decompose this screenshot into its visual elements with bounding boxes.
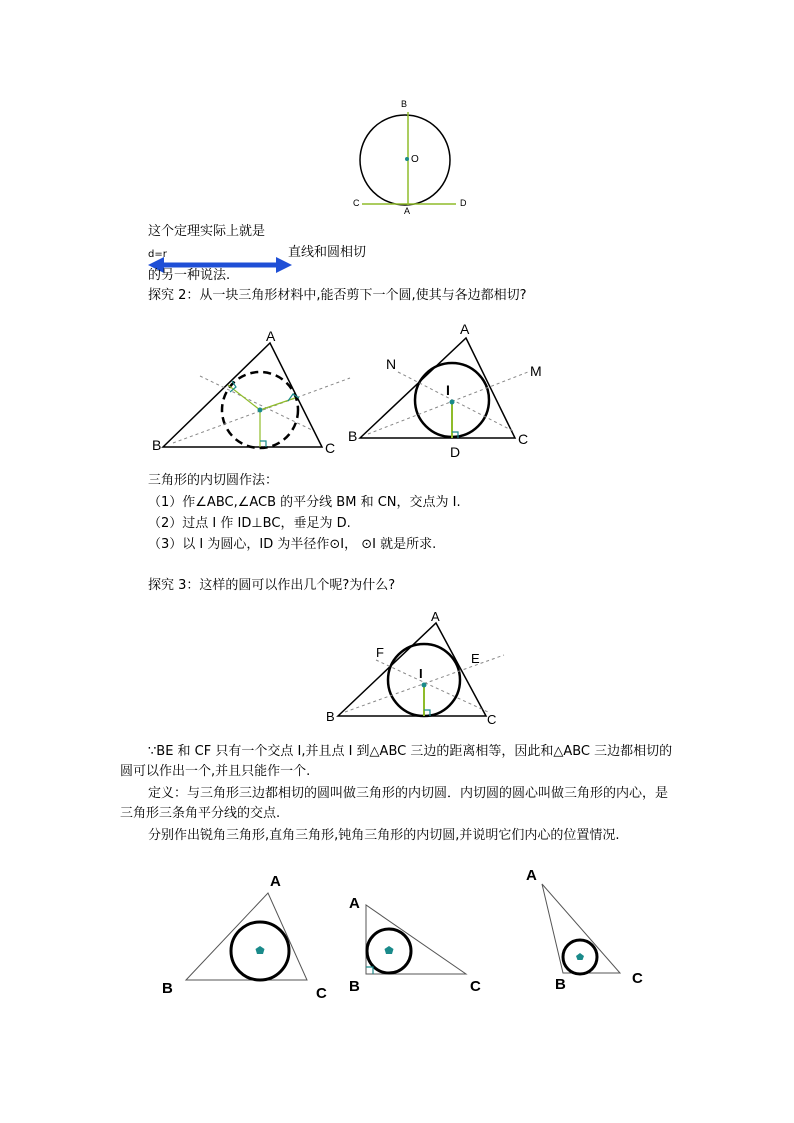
paragraph-proof: ∵BE 和 CF 只有一个交点 I,并且点 I 到△ABC 三边的距离相等，因此和△ABC 三边都相切的圆可以作出一个,并且只能作一个. [120, 744, 673, 779]
construction-step-2: （2）过点 I 作 ID⊥BC，垂足为 D. [148, 516, 351, 531]
right-label-a: A [460, 321, 470, 337]
label-o: O [411, 154, 419, 165]
text-explore-3: 探究 3：这样的圆可以作出几个呢?为什么? [148, 578, 396, 593]
fig3-label-i: I [419, 666, 423, 681]
label-c: C [353, 198, 360, 208]
right-label-n: N [386, 356, 397, 372]
paragraph-task: 分别作出锐角三角形,直角三角形,钝角三角形的内切圆,并说明它们内心的位置情况. [148, 828, 620, 843]
acute-label-b: B [162, 980, 173, 997]
fig3-label-e: E [471, 651, 480, 666]
fig3-label-a: A [431, 609, 440, 624]
obtuse-triangle [542, 884, 620, 974]
acute-label-a: A [270, 873, 281, 890]
obtuse-label-a: A [526, 867, 537, 884]
paragraph-definition: 定义：与三角形三边都相切的圆叫做三角形的内切圆．内切圆的圆心叫做三角形的内心，是三角形三条角平分线的交点. [120, 786, 669, 821]
right-label-a2: A [349, 895, 360, 912]
left-label-a: A [266, 328, 276, 344]
right-label-b: B [348, 428, 358, 444]
acute-triangle [186, 893, 307, 980]
right-label-b2: B [349, 978, 360, 995]
fig3-label-f: F [376, 645, 384, 660]
right-label-i: I [446, 382, 450, 398]
label-b: B [401, 99, 408, 109]
right-label-c: C [518, 431, 529, 447]
right-label-c2: C [470, 978, 481, 995]
text-d-eq-r: d=r [148, 249, 167, 260]
label-a: A [404, 206, 411, 216]
construction-title: 三角形的内切圆作法： [148, 473, 279, 488]
construction-step-1: （1）作∠ABC,∠ACB 的平分线 BM 和 CN，交点为 I. [148, 495, 461, 510]
obtuse-label-b: B [555, 976, 566, 993]
text-line-theorem: 这个定理实际上就是 [148, 224, 266, 239]
text-tangent: 直线和圆相切 [288, 245, 367, 260]
label-d: D [460, 198, 467, 208]
left-label-b: B [152, 437, 162, 453]
text-another-saying: 的另一种说法. [148, 268, 231, 283]
left-label-c: C [325, 440, 336, 456]
right-label-m: M [530, 363, 542, 379]
text-explore-2: 探究 2：从一块三角形材料中,能否剪下一个圆,使其与各边都相切? [148, 288, 527, 303]
fig3-label-b: B [326, 709, 335, 724]
acute-label-c: C [316, 985, 327, 1002]
construction-step-3: （3）以 I 为圆心，ID 为半径作⊙I， ⊙I 就是所求. [148, 537, 437, 552]
obtuse-label-c: C [632, 970, 643, 987]
right-angle-triangle [366, 905, 466, 974]
right-label-d: D [450, 444, 461, 460]
fig3-label-c: C [487, 712, 497, 727]
